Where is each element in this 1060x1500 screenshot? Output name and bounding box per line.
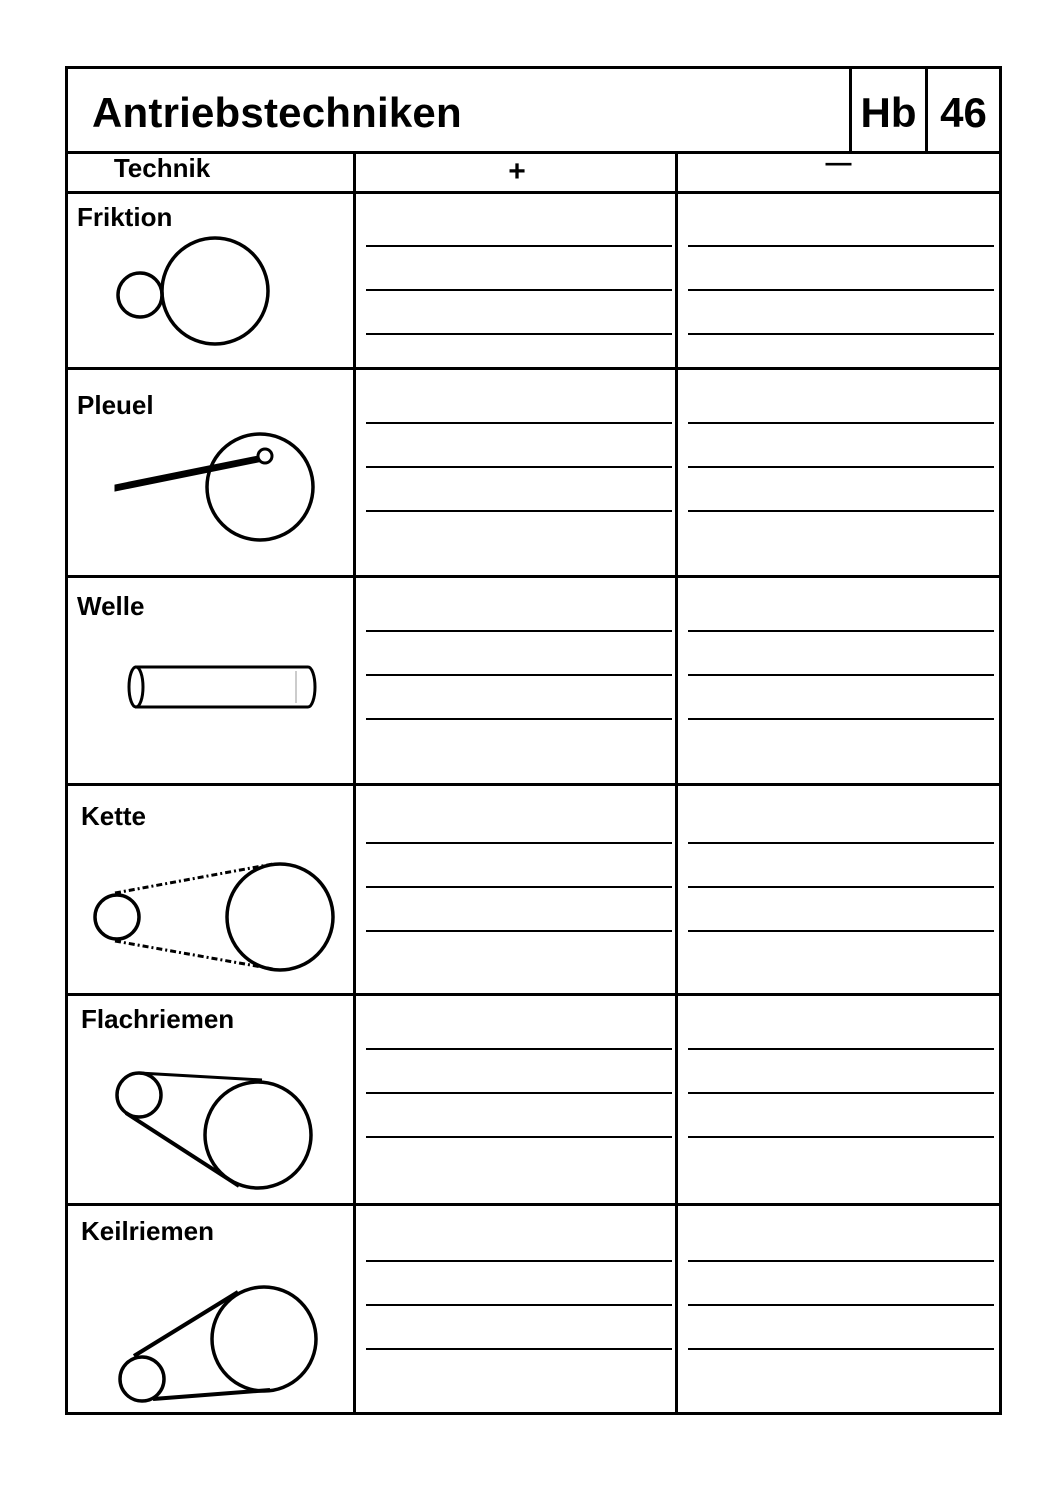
technique-drawings [68, 69, 999, 1412]
column-header-minus: — [825, 147, 852, 177]
row-label-welle: Welle [77, 591, 145, 621]
column-header-technique: Technik [113, 153, 211, 183]
connecting-rod-icon [115, 434, 313, 540]
sheet-number: 46 [940, 89, 987, 136]
worksheet-table [65, 66, 1002, 1415]
row-label-flachriemen: Flachriemen [81, 1004, 235, 1034]
v-belt-icon [120, 1287, 316, 1401]
friction-wheels-icon [118, 238, 268, 344]
flat-belt-icon [117, 1073, 311, 1188]
row-label-friktion: Friktion [77, 202, 173, 232]
column-header-plus: + [508, 155, 526, 188]
page-title: Antriebstechniken [92, 89, 462, 136]
shaft-icon [129, 667, 315, 707]
row-label-pleuel: Pleuel [77, 390, 154, 420]
chain-drive-icon [95, 864, 333, 970]
subject-code: Hb [860, 89, 917, 136]
row-label-keilriemen: Keilriemen [81, 1216, 214, 1246]
row-label-kette: Kette [81, 801, 147, 831]
